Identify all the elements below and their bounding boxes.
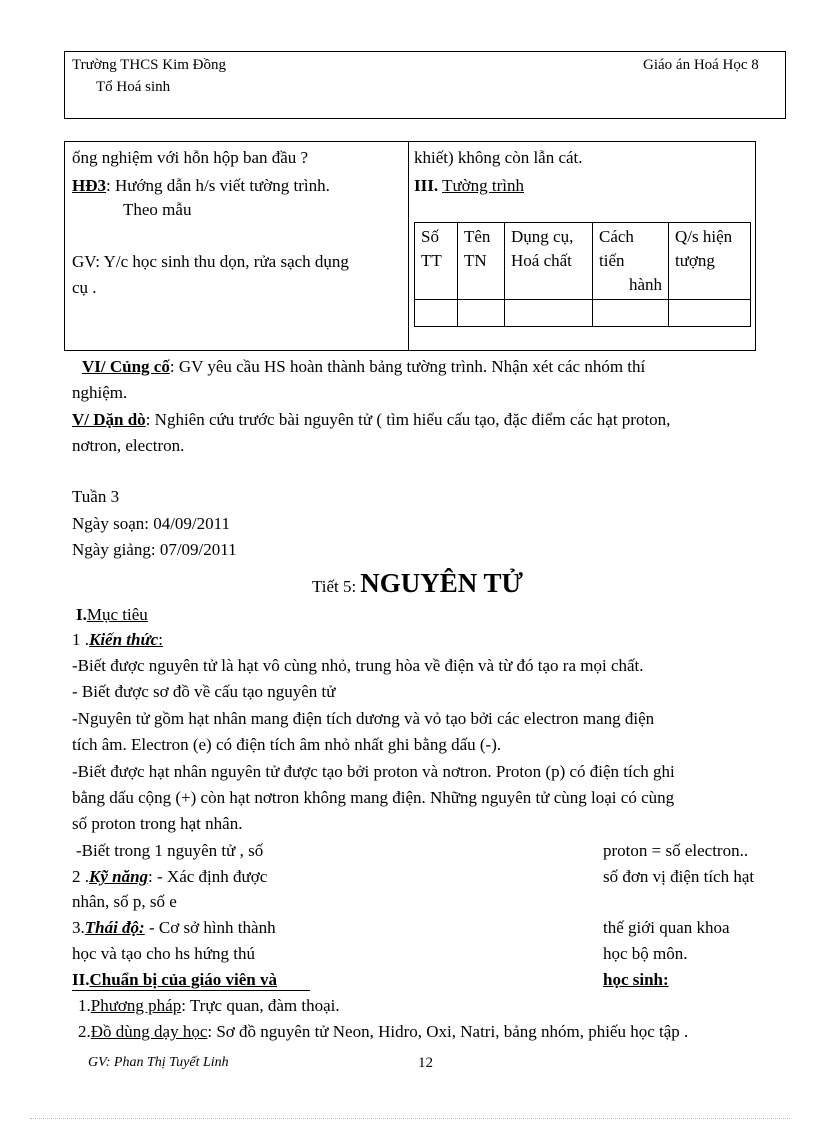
tools-line: [78, 1020, 688, 1044]
header-text: TT: [421, 251, 442, 270]
homework-text: : Nghiên cứu trước bài nguyên tử ( tìm hiểu cấu tạo, đặc điểm các hạt proton,: [145, 410, 671, 429]
knowledge-line: bằng dấu cộng (+) còn hạt nơtron không mang điện. Những nguyên tử cùng loại có cùng: [72, 788, 675, 807]
objectives-heading: [76, 603, 148, 627]
skill-line: [72, 865, 267, 889]
table-cell: [669, 300, 751, 327]
split-right-3: thế giới quan khoa: [603, 918, 730, 937]
knowledge-line: tích âm. Electron (e) có điện tích âm nhỏ nhất ghi bằng dấu (-).: [72, 735, 502, 754]
section-title: Tường trình: [442, 176, 525, 195]
report-table: [414, 222, 751, 327]
table-cell: [415, 300, 458, 327]
split-right-1: proton = số electron..: [603, 841, 749, 860]
right-col-line1: khiết) không còn lẫn cát.: [414, 148, 583, 167]
column-divider: [408, 141, 409, 351]
method-line: [78, 994, 340, 1018]
knowledge-colon: :: [158, 630, 163, 649]
skill-line2: nhân, số p, số e: [72, 892, 177, 911]
prep-date: Ngày soạn: 04/09/2011: [72, 514, 231, 533]
homework-line: [72, 408, 670, 432]
section-heading: [414, 174, 524, 198]
knowledge-num: 1 .: [72, 630, 89, 649]
knowledge-line: -Biết được nguyên tử là hạt vô cùng nhỏ, trung hòa về điện và từ đó tạo ra mọi chất.: [72, 656, 644, 675]
objectives-title: Mục tiêu: [86, 605, 148, 624]
knowledge-line: -Nguyên tử gồm hạt nhân mang điện tích dương và vỏ tạo bởi các electron mang điện: [72, 709, 655, 728]
header-text: Q/s hiện: [675, 227, 733, 246]
knowledge-line: số proton trong hạt nhân.: [72, 814, 243, 833]
gv-line2: cụ .: [72, 278, 97, 297]
method-text: : Trực quan, đàm thoại.: [181, 996, 340, 1015]
table-cell: [593, 300, 669, 327]
method-num: 1.: [78, 996, 91, 1015]
department-name: Tổ Hoá sinh: [96, 79, 171, 95]
col-header-stt: [415, 223, 458, 300]
header-text: tiến: [599, 251, 625, 270]
consolidate-line2: nghiệm.: [72, 383, 128, 402]
subject-name: Giáo án Hoá Học 8: [643, 57, 759, 73]
lesson-title: NGUYÊN TỬ: [360, 568, 524, 598]
knowledge-line: - Biết được sơ đồ về cấu tạo nguyên tử: [72, 682, 336, 701]
header-text: Hoá chất: [511, 251, 572, 270]
method-label: Phương pháp: [90, 996, 182, 1015]
knowledge-label: Kiến thức: [89, 630, 159, 649]
col-header-tools: [505, 223, 593, 300]
school-name: Trường THCS Kim Đồng: [72, 57, 227, 73]
hd3-sub: Theo mẫu: [123, 200, 192, 219]
attitude-line2: học và tạo cho hs hứng thú: [72, 944, 255, 963]
col-header-obs: [669, 223, 751, 300]
period-label: Tiết 5:: [312, 577, 357, 596]
page-number: 12: [418, 1055, 433, 1071]
homework-label: V/ Dặn dò: [72, 410, 146, 429]
lesson-title-line: [312, 568, 523, 599]
gv-line1: GV: Y/c học sinh thu dọn, rửa sạch dụng: [72, 252, 349, 271]
table-empty-row: [415, 300, 751, 327]
header-text: Cách: [599, 227, 634, 246]
split-right-4: học bộ môn.: [603, 944, 688, 963]
attitude-num: 3.: [72, 918, 85, 937]
prep-heading-right: học sinh:: [603, 970, 669, 989]
attitude-label: Thái độ:: [84, 918, 145, 937]
teach-date: Ngày giảng: 07/09/2011: [72, 540, 237, 559]
table-cell: [505, 300, 593, 327]
hd3-label: HĐ3: [72, 176, 106, 195]
tools-num: 2.: [78, 1022, 91, 1041]
table-cell: [458, 300, 505, 327]
tools-label: Đồ dùng dạy học: [90, 1022, 208, 1041]
consolidate-line: [82, 355, 645, 379]
knowledge-heading: [72, 628, 163, 652]
page-bottom-rule: [30, 1118, 790, 1119]
header-text: Tên: [464, 227, 491, 246]
hd3-text: : Hướng dẫn h/s viết tường trình.: [106, 176, 330, 195]
col-header-name: [458, 223, 505, 300]
hd3-line: [72, 174, 330, 198]
attitude-line: [72, 916, 276, 940]
header-text: Dụng cụ,: [511, 227, 574, 246]
objectives-num: I.: [76, 605, 87, 624]
header-text: tượng: [675, 251, 715, 270]
skill-label: Kỹ năng: [89, 867, 149, 886]
header-text: TN: [464, 251, 487, 270]
prep-num: II.: [72, 970, 90, 989]
left-col-line1: ống nghiệm với hỗn hộp ban đầu ?: [72, 148, 309, 167]
header-text: hành: [628, 275, 662, 294]
prep-heading-rule: [72, 990, 310, 991]
homework-line2: nơtron, electron.: [72, 436, 185, 455]
skill-text: : - Xác định được: [148, 867, 268, 886]
week: Tuần 3: [72, 487, 120, 506]
header-text: Số: [421, 227, 439, 246]
split-right-2: số đơn vị điện tích hạt: [603, 867, 755, 886]
prep-heading: [72, 968, 277, 992]
skill-num: 2 .: [72, 867, 89, 886]
consolidate-label: VI/ Củng cố: [82, 357, 170, 376]
col-header-method: [593, 223, 669, 300]
tools-text: : Sơ đồ nguyên tử Neon, Hidro, Oxi, Natri, bảng nhóm, phiếu học tập .: [207, 1022, 689, 1041]
attitude-text: - Cơ sở hình thành: [144, 918, 276, 937]
split-left-1: -Biết trong 1 nguyên tử , số: [76, 841, 264, 860]
section-num: III.: [414, 176, 439, 195]
prep-title: Chuẩn bị của giáo viên và: [89, 970, 277, 989]
consolidate-text: : GV yêu cầu HS hoàn thành bảng tường trình. Nhận xét các nhóm thí: [169, 357, 646, 376]
table-header-row: [415, 223, 751, 300]
knowledge-line: -Biết được hạt nhân nguyên tử được tạo bởi proton và nơtron. Proton (p) có điện tích ghi: [72, 762, 675, 781]
footer-author: GV: Phan Thị Tuyết Linh: [88, 1055, 229, 1070]
